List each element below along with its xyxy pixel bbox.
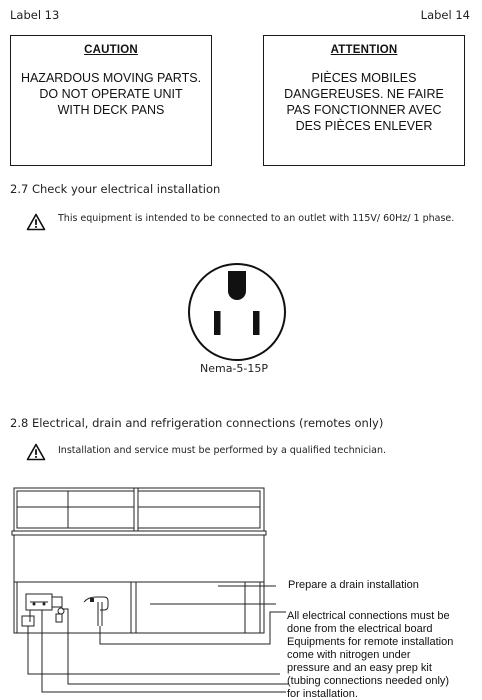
caution-label	[10, 35, 212, 166]
drain-callout: Prepare a drain installation	[288, 579, 419, 591]
electrical-callout-line: done from the electrical board	[287, 623, 433, 635]
plug-caption	[0, 362, 482, 375]
section-2-8-heading: 2.8 Electrical, drain and refrigeration connections (remotes only)	[10, 416, 384, 430]
electrical-requirement-note: This equipment is intended to be connected to an outlet with 115V/ 60Hz/ 1 phase.	[58, 213, 455, 224]
qualified-technician-note: Installation and service must be performed by a qualified technician.	[58, 445, 387, 456]
caution-line: DO NOT OPERATE UNIT	[39, 87, 183, 101]
label-13-number: Label 13	[10, 8, 60, 22]
electrical-callout-line: pressure and an easy prep kit	[287, 662, 432, 674]
nema-5-15p-outlet-icon	[187, 262, 287, 362]
caution-line: WITH DECK PANS	[57, 103, 165, 117]
caution-text	[11, 70, 211, 118]
attention-line: DES PIÈCES ENLEVER	[295, 119, 433, 133]
electrical-callout-line: All electrical connections must be	[287, 610, 450, 622]
attention-line: PIÈCES MOBILES	[311, 71, 417, 85]
attention-label	[263, 35, 465, 166]
electrical-callout-line: Equipments for remote installation	[287, 636, 454, 648]
plug-caption-text: Nema-5-15P	[199, 362, 269, 375]
caution-line: HAZARDOUS MOVING PARTS.	[20, 71, 202, 85]
warning-triangle-icon	[26, 443, 46, 461]
attention-heading: ATTENTION	[330, 44, 398, 56]
warning-triangle-icon	[26, 213, 46, 231]
electrical-callout-line: for installation.	[287, 688, 358, 700]
attention-text	[264, 70, 464, 134]
label-14-number: Label 14	[420, 8, 470, 22]
attention-line: PAS FONCTIONNER AVEC	[286, 103, 442, 117]
electrical-callout-line: (tubing connections needed only)	[287, 675, 450, 687]
attention-line: DANGEREUSES. NE FAIRE	[284, 87, 444, 101]
section-2-7-heading: 2.7 Check your electrical installation	[10, 182, 221, 196]
caution-heading: CAUTION	[84, 44, 138, 56]
electrical-callout-line: come with nitrogen under	[287, 649, 411, 661]
electrical-callout	[287, 610, 477, 700]
